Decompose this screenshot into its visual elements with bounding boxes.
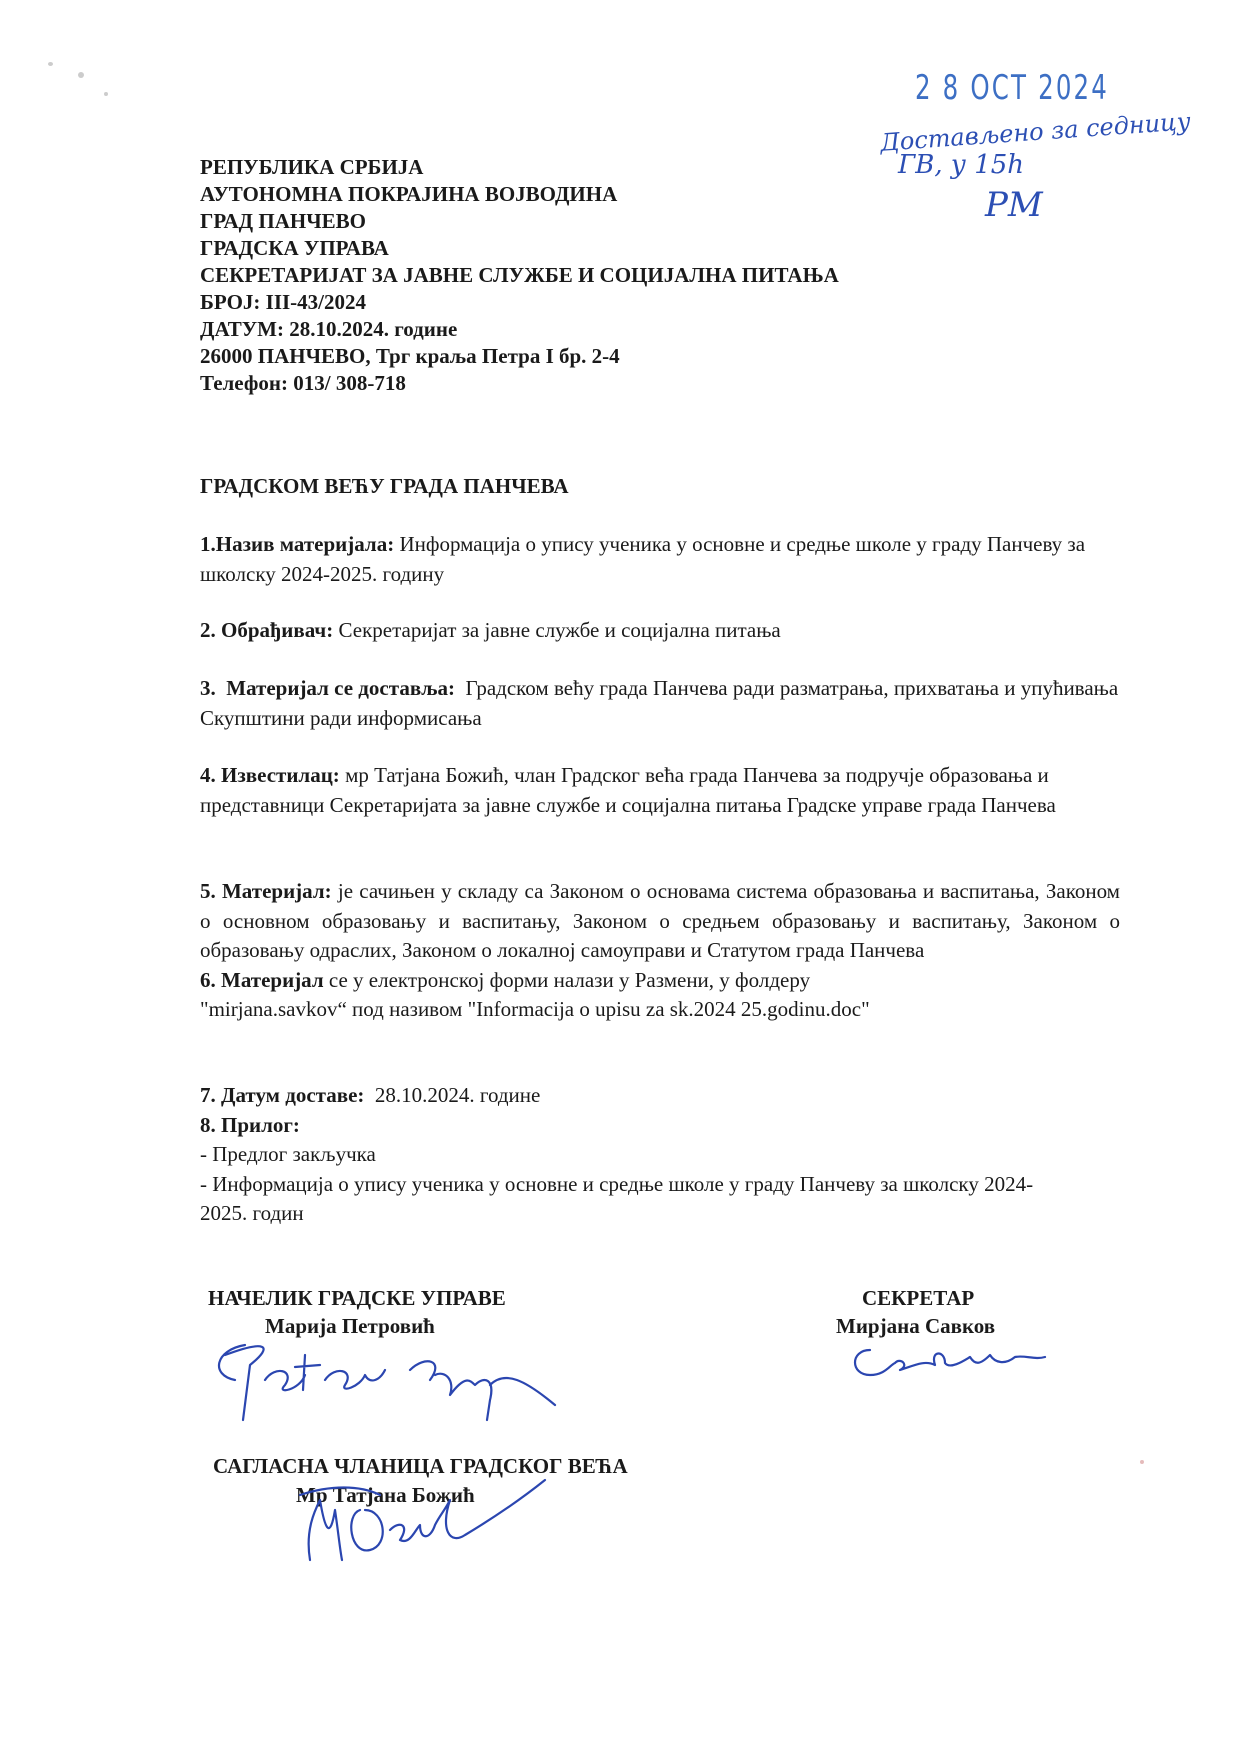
item-label: 4. Известилац: — [200, 763, 340, 787]
item-3 — [200, 674, 1124, 733]
item-label: 6. Материјал — [200, 967, 324, 992]
left-signatory-name: Марија Петровић — [265, 1314, 435, 1338]
item-4 — [200, 761, 1100, 820]
bottom-signatory-name: Мр Татјана Божић — [296, 1483, 475, 1507]
header-line: АУТОНОМНА ПОКРАЈИНА ВОЈВОДИНА — [200, 182, 618, 206]
item-7-8 — [200, 1081, 1120, 1229]
item-5-6 — [200, 877, 1120, 1025]
item-text: мр Татјана Божић, члан Градског већа града Панчева за подручје образовања и представници Секретаријата за јавне службе и социјална питања Градске управе града Панчева — [200, 763, 1056, 817]
item-1 — [200, 530, 1120, 589]
header-line: СЕКРЕТАРИЈАТ ЗА ЈАВНЕ СЛУЖБЕ И СОЦИЈАЛНА ПИТАЊА — [200, 263, 839, 287]
bottom-signatory-title: САГЛАСНА ЧЛАНИЦА ГРАДСКОГ ВЕЋА — [213, 1454, 628, 1478]
header-line: РЕПУБЛИКА СРБИЈА — [200, 155, 424, 179]
left-signatory-title: НАЧЕЛИК ГРАДСКЕ УПРАВЕ — [208, 1286, 506, 1310]
document-date: ДАТУМ: 28.10.2024. године — [200, 317, 458, 341]
item-2 — [200, 616, 1120, 646]
item-label: 7. Датум доставе: — [200, 1083, 365, 1107]
address: 26000 ПАНЧЕВО, Трг краља Петра I бр. 2-4 — [200, 344, 620, 368]
item-label: 2. Обрађивач: — [200, 618, 334, 642]
attachment-item: - Информација о упису ученика у основне и средње школе у граду Панчеву за школску 2024-2025. годин — [200, 1171, 1034, 1225]
handwritten-note: ГВ, у 15h — [898, 150, 1025, 180]
item-text: 28.10.2024. године — [364, 1083, 541, 1107]
item-label: 5. Материјал: — [200, 879, 332, 903]
item-text: Градском већу града Панчева ради разматрања, прихватања и упућивања Скупштини ради информисања — [200, 676, 1124, 730]
item-label: 1.Назив материјала: — [200, 532, 395, 556]
item-text: Секретаријат за јавне службе и социјална питања — [333, 618, 781, 642]
signature-savkov — [845, 1335, 1060, 1385]
handwritten-note: Достављено за седницу — [879, 107, 1192, 157]
scan-speck — [48, 62, 53, 66]
phone: Телефон: 013/ 308-718 — [200, 371, 406, 395]
document-header — [200, 154, 839, 397]
scan-speck — [104, 92, 108, 96]
right-signatory-title: СЕКРЕТАР — [862, 1286, 975, 1310]
item-text: се у електронској форми налази у Размени, у фолдеру — [323, 967, 811, 992]
item-text: "mirjana.savkov“ под називом "Informacija o upisu za sk.2024 25.godinu.doc" — [200, 997, 870, 1021]
scan-speck — [1140, 1460, 1144, 1464]
attachment-item: - Предлог закључка — [200, 1142, 376, 1166]
item-label: 8. Прилог: — [200, 1112, 300, 1137]
header-line: ГРАД ПАНЧЕВО — [200, 209, 366, 233]
item-text: Информација о упису ученика у основне и средње школе у граду Панчеву за школску 2024-2025. годину — [200, 532, 1086, 586]
signature-bozic — [290, 1470, 550, 1570]
item-label: 3. Материјал се доставља: — [200, 676, 456, 700]
scan-speck — [78, 72, 84, 78]
document-number: БРОЈ: III-43/2024 — [200, 290, 367, 314]
signature-petrovic — [205, 1325, 565, 1425]
right-signatory-name: Мирјана Савков — [836, 1314, 996, 1338]
item-text: је сачињен у складу са Законом о основама система образовања и васпитања, Законом о основном образовању и васпитању, Законом о средњем образовању и васпитању, Законом о образовању одраслих, Законом о локалној самоуправи и Статутом града Панчева — [200, 879, 1120, 962]
addressee: ГРАДСКОМ ВЕЋУ ГРАДА ПАНЧЕВА — [200, 474, 569, 498]
header-line: ГРАДСКА УПРАВА — [200, 236, 389, 260]
received-stamp-date: 2 8 OCT 2024 — [915, 68, 1110, 108]
handwritten-initials: РМ — [985, 185, 1043, 225]
